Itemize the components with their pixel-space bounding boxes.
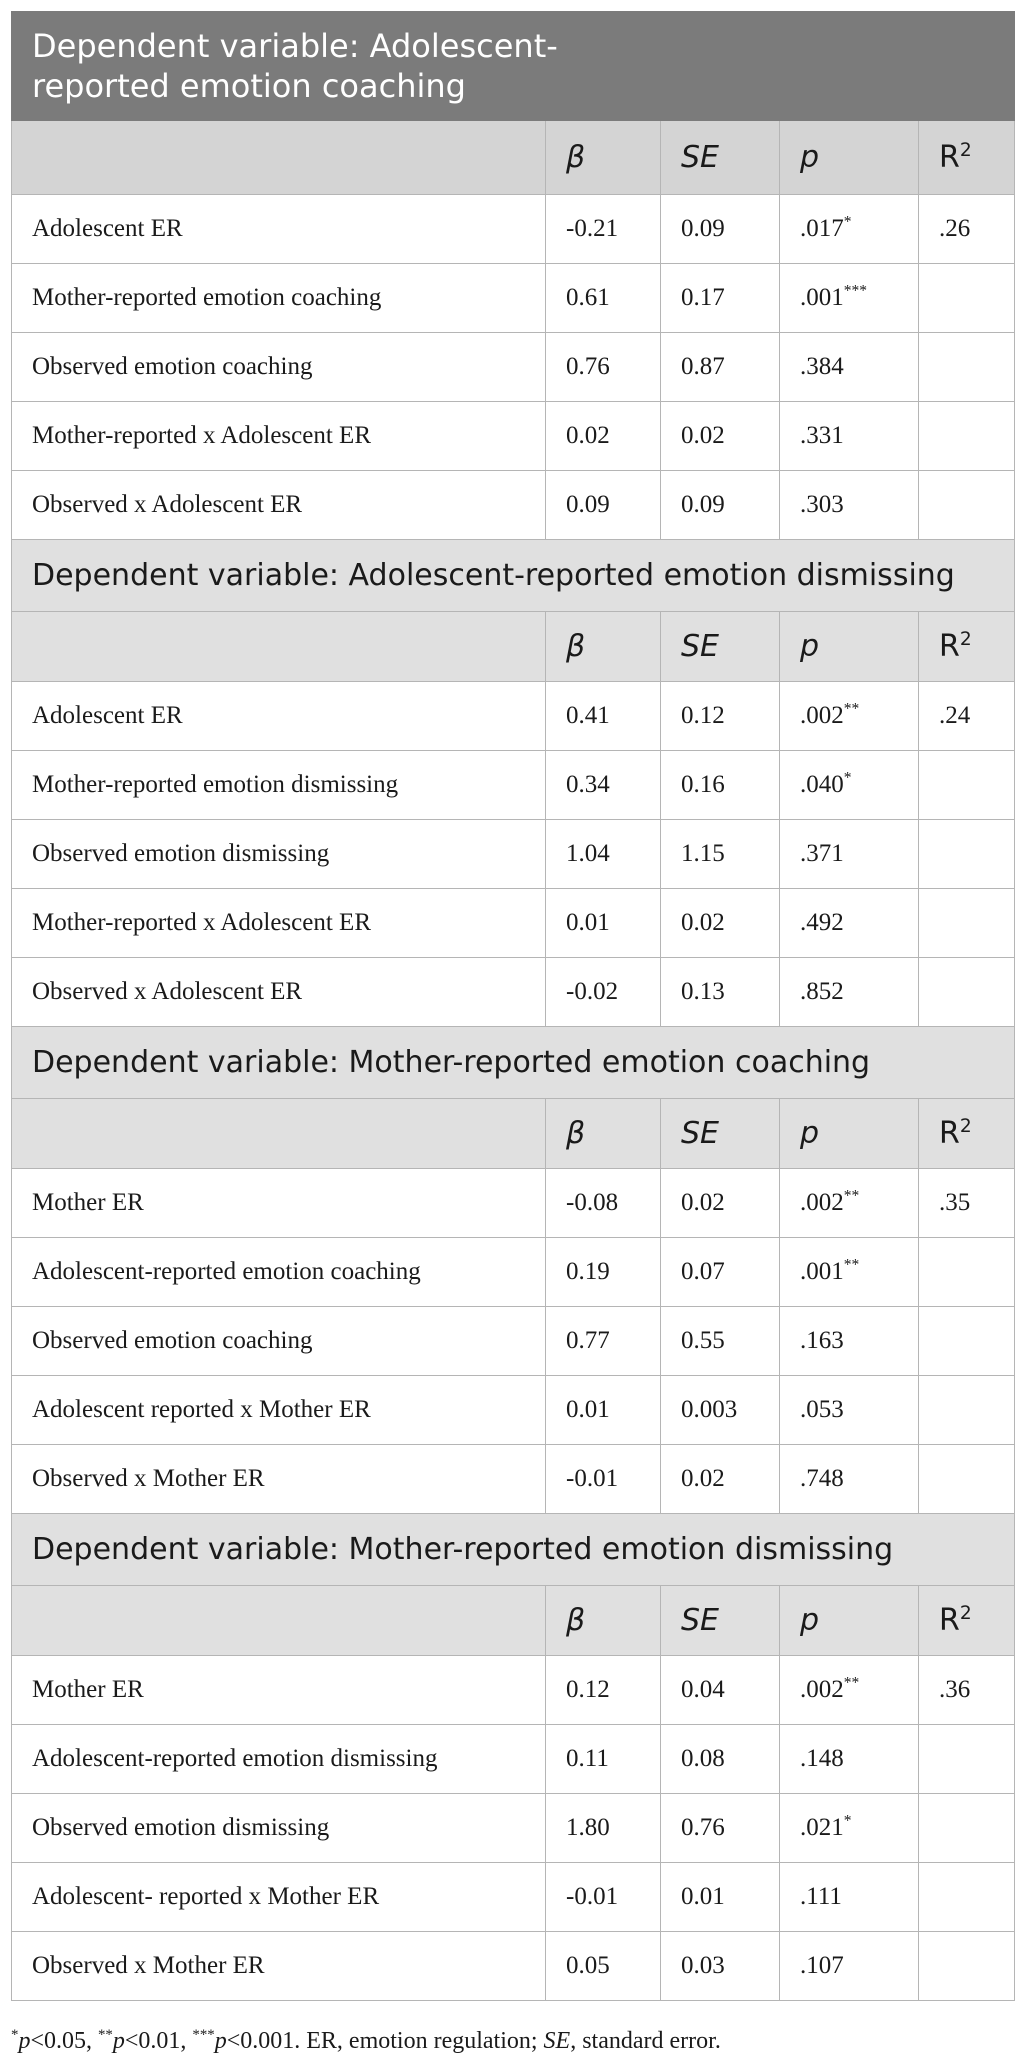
se-value: 0.17 bbox=[661, 264, 780, 333]
se-value: 0.16 bbox=[661, 751, 780, 820]
p-value-cell bbox=[780, 958, 919, 1027]
header-r2-base: R bbox=[939, 1116, 960, 1151]
beta-value: 0.76 bbox=[546, 333, 661, 402]
r2-value bbox=[919, 1307, 1015, 1376]
header-beta: β bbox=[546, 1586, 661, 1656]
row-label: Adolescent-reported emotion coaching bbox=[12, 1238, 546, 1307]
header-beta: β bbox=[546, 1099, 661, 1169]
r2-value bbox=[919, 1932, 1015, 2001]
table-row bbox=[12, 471, 1015, 540]
r2-value: .26 bbox=[919, 195, 1015, 264]
p-value: .017 bbox=[800, 215, 844, 242]
column-header-row bbox=[12, 1586, 1015, 1656]
row-label: Adolescent- reported x Mother ER bbox=[12, 1863, 546, 1932]
r2-value bbox=[919, 1238, 1015, 1307]
footnote-text-3: <0.001. ER, emotion regulation; bbox=[226, 2028, 544, 2054]
table-row bbox=[12, 1238, 1015, 1307]
r2-value bbox=[919, 1725, 1015, 1794]
header-r2-sup: 2 bbox=[959, 140, 972, 161]
p-value: .107 bbox=[800, 1952, 844, 1979]
header-r2-sup: 2 bbox=[959, 629, 972, 650]
table-row bbox=[12, 1307, 1015, 1376]
footnote-text-1: <0.05, bbox=[30, 2028, 98, 2054]
beta-value: 0.11 bbox=[546, 1725, 661, 1794]
beta-value: 0.01 bbox=[546, 1376, 661, 1445]
se-value: 0.07 bbox=[661, 1238, 780, 1307]
r2-value bbox=[919, 1445, 1015, 1514]
row-label: Observed x Adolescent ER bbox=[12, 958, 546, 1027]
se-value: 0.09 bbox=[661, 195, 780, 264]
beta-value: 0.05 bbox=[546, 1932, 661, 2001]
r2-value: .36 bbox=[919, 1656, 1015, 1725]
beta-value: 0.41 bbox=[546, 682, 661, 751]
p-value: .148 bbox=[800, 1745, 844, 1772]
row-label: Mother-reported emotion dismissing bbox=[12, 751, 546, 820]
se-value: 0.02 bbox=[661, 1169, 780, 1238]
p-value: .111 bbox=[800, 1883, 842, 1910]
p-value-cell bbox=[780, 1863, 919, 1932]
beta-value: 0.34 bbox=[546, 751, 661, 820]
table-row bbox=[12, 682, 1015, 751]
r2-value bbox=[919, 1863, 1015, 1932]
se-value: 0.76 bbox=[661, 1794, 780, 1863]
table-row bbox=[12, 264, 1015, 333]
row-label: Observed emotion coaching bbox=[12, 1307, 546, 1376]
p-value-cell bbox=[780, 751, 919, 820]
table-row bbox=[12, 751, 1015, 820]
p-value-cell bbox=[780, 264, 919, 333]
significance-stars: ** bbox=[843, 1674, 860, 1692]
p-value: .001 bbox=[800, 284, 844, 311]
p-value: .021 bbox=[800, 1814, 844, 1841]
header-blank-cell bbox=[12, 612, 546, 682]
section-title: Dependent variable: Adolescent-reported emotion dismissing bbox=[12, 540, 1015, 612]
p-value: .002 bbox=[800, 1676, 844, 1703]
se-value: 0.03 bbox=[661, 1932, 780, 2001]
se-value: 0.12 bbox=[661, 682, 780, 751]
se-value: 0.02 bbox=[661, 889, 780, 958]
table-row bbox=[12, 889, 1015, 958]
p-value-cell bbox=[780, 1656, 919, 1725]
p-value-cell bbox=[780, 1307, 919, 1376]
row-label: Observed emotion dismissing bbox=[12, 820, 546, 889]
beta-value: -0.01 bbox=[546, 1863, 661, 1932]
beta-value: -0.02 bbox=[546, 958, 661, 1027]
header-beta: β bbox=[546, 612, 661, 682]
significance-stars: *** bbox=[843, 282, 867, 300]
footnote-text-4: , standard error. bbox=[570, 2028, 721, 2054]
r2-value bbox=[919, 751, 1015, 820]
p-value-cell bbox=[780, 1725, 919, 1794]
header-r2-base: R bbox=[939, 1603, 960, 1638]
p-value-cell bbox=[780, 1238, 919, 1307]
table-row bbox=[12, 1169, 1015, 1238]
p-value: .002 bbox=[800, 1189, 844, 1216]
header-p: p bbox=[780, 1586, 919, 1656]
footnote-star-1: * bbox=[11, 2027, 19, 2043]
table-row bbox=[12, 1932, 1015, 2001]
se-value: 1.15 bbox=[661, 820, 780, 889]
r2-value: .24 bbox=[919, 682, 1015, 751]
header-r2 bbox=[919, 121, 1015, 195]
row-label: Mother-reported x Adolescent ER bbox=[12, 889, 546, 958]
header-se: SE bbox=[661, 1586, 780, 1656]
row-label: Mother-reported emotion coaching bbox=[12, 264, 546, 333]
significance-stars: * bbox=[843, 769, 852, 787]
table-row bbox=[12, 1863, 1015, 1932]
r2-value bbox=[919, 264, 1015, 333]
table-row bbox=[12, 820, 1015, 889]
p-value-cell bbox=[780, 333, 919, 402]
se-value: 0.13 bbox=[661, 958, 780, 1027]
beta-value: 0.19 bbox=[546, 1238, 661, 1307]
row-label: Observed x Mother ER bbox=[12, 1932, 546, 2001]
header-se: SE bbox=[661, 1099, 780, 1169]
p-value: .852 bbox=[800, 978, 844, 1005]
p-value: .492 bbox=[800, 909, 844, 936]
regression-table bbox=[11, 11, 1015, 2001]
significance-stars: ** bbox=[843, 700, 860, 718]
table-row bbox=[12, 1376, 1015, 1445]
p-value-cell bbox=[780, 402, 919, 471]
section-title: Dependent variable: Adolescent-reported emotion coaching bbox=[12, 12, 1015, 121]
row-label: Observed x Adolescent ER bbox=[12, 471, 546, 540]
section-title-row bbox=[12, 1027, 1015, 1099]
row-label: Adolescent ER bbox=[12, 195, 546, 264]
beta-value: 0.01 bbox=[546, 889, 661, 958]
header-blank-cell bbox=[12, 1099, 546, 1169]
beta-value: 0.61 bbox=[546, 264, 661, 333]
footnote-p-3: p bbox=[214, 2028, 227, 2054]
footnote-star-2: ** bbox=[97, 2027, 113, 2043]
table-footnote bbox=[11, 2028, 1014, 2055]
section-title: Dependent variable: Mother-reported emotion dismissing bbox=[12, 1514, 1015, 1586]
p-value: .748 bbox=[800, 1465, 844, 1492]
header-r2-sup: 2 bbox=[959, 1116, 972, 1137]
r2-value: .35 bbox=[919, 1169, 1015, 1238]
row-label: Observed emotion coaching bbox=[12, 333, 546, 402]
header-se: SE bbox=[661, 612, 780, 682]
footnote-star-3: *** bbox=[192, 2027, 215, 2043]
p-value-cell bbox=[780, 682, 919, 751]
row-label: Mother ER bbox=[12, 1169, 546, 1238]
table-row bbox=[12, 1656, 1015, 1725]
r2-value bbox=[919, 1794, 1015, 1863]
p-value: .002 bbox=[800, 702, 844, 729]
p-value: .331 bbox=[800, 422, 844, 449]
p-value-cell bbox=[780, 889, 919, 958]
section-title: Dependent variable: Mother-reported emotion coaching bbox=[12, 1027, 1015, 1099]
row-label: Mother ER bbox=[12, 1656, 546, 1725]
p-value-cell bbox=[780, 195, 919, 264]
p-value: .053 bbox=[800, 1396, 844, 1423]
p-value: .040 bbox=[800, 771, 844, 798]
table-row bbox=[12, 333, 1015, 402]
row-label: Mother-reported x Adolescent ER bbox=[12, 402, 546, 471]
header-p: p bbox=[780, 1099, 919, 1169]
r2-value bbox=[919, 820, 1015, 889]
regression-table-container bbox=[11, 11, 1014, 2001]
p-value-cell bbox=[780, 1376, 919, 1445]
header-se: SE bbox=[661, 121, 780, 195]
p-value-cell bbox=[780, 1932, 919, 2001]
r2-value bbox=[919, 958, 1015, 1027]
header-blank-cell bbox=[12, 121, 546, 195]
r2-value bbox=[919, 1376, 1015, 1445]
beta-value: 0.09 bbox=[546, 471, 661, 540]
se-value: 0.09 bbox=[661, 471, 780, 540]
p-value-cell bbox=[780, 1445, 919, 1514]
r2-value bbox=[919, 471, 1015, 540]
beta-value: 1.04 bbox=[546, 820, 661, 889]
p-value: .163 bbox=[800, 1327, 844, 1354]
section-title-row bbox=[12, 1514, 1015, 1586]
table-row bbox=[12, 402, 1015, 471]
se-value: 0.55 bbox=[661, 1307, 780, 1376]
header-r2-base: R bbox=[939, 629, 960, 664]
header-r2-sup: 2 bbox=[959, 1603, 972, 1624]
table-row bbox=[12, 1445, 1015, 1514]
beta-value: 1.80 bbox=[546, 1794, 661, 1863]
p-value-cell bbox=[780, 820, 919, 889]
p-value: .384 bbox=[800, 353, 844, 380]
footnote-p-1: p bbox=[18, 2028, 31, 2054]
row-label: Adolescent-reported emotion dismissing bbox=[12, 1725, 546, 1794]
row-label: Adolescent reported x Mother ER bbox=[12, 1376, 546, 1445]
row-label: Observed emotion dismissing bbox=[12, 1794, 546, 1863]
beta-value: 0.77 bbox=[546, 1307, 661, 1376]
se-value: 0.02 bbox=[661, 1445, 780, 1514]
header-beta: β bbox=[546, 121, 661, 195]
header-r2 bbox=[919, 1586, 1015, 1656]
r2-value bbox=[919, 333, 1015, 402]
section-title-row bbox=[12, 12, 1015, 121]
beta-value: -0.08 bbox=[546, 1169, 661, 1238]
table-row bbox=[12, 1794, 1015, 1863]
row-label: Observed x Mother ER bbox=[12, 1445, 546, 1514]
table-row bbox=[12, 958, 1015, 1027]
se-value: 0.08 bbox=[661, 1725, 780, 1794]
footnote-text-2: <0.01, bbox=[124, 2028, 193, 2054]
header-r2 bbox=[919, 1099, 1015, 1169]
beta-value: -0.21 bbox=[546, 195, 661, 264]
header-blank-cell bbox=[12, 1586, 546, 1656]
header-r2-base: R bbox=[939, 140, 960, 175]
significance-stars: ** bbox=[843, 1256, 860, 1274]
column-header-row bbox=[12, 1099, 1015, 1169]
r2-value bbox=[919, 889, 1015, 958]
significance-stars: * bbox=[843, 213, 852, 231]
header-r2 bbox=[919, 612, 1015, 682]
se-value: 0.01 bbox=[661, 1863, 780, 1932]
significance-stars: * bbox=[843, 1812, 852, 1830]
se-value: 0.04 bbox=[661, 1656, 780, 1725]
row-label: Adolescent ER bbox=[12, 682, 546, 751]
se-value: 0.02 bbox=[661, 402, 780, 471]
r2-value bbox=[919, 402, 1015, 471]
se-value: 0.87 bbox=[661, 333, 780, 402]
footnote-se: SE bbox=[543, 2028, 571, 2054]
header-p: p bbox=[780, 612, 919, 682]
beta-value: -0.01 bbox=[546, 1445, 661, 1514]
p-value: .371 bbox=[800, 840, 844, 867]
section-title-row bbox=[12, 540, 1015, 612]
footnote-p-2: p bbox=[112, 2028, 125, 2054]
column-header-row bbox=[12, 121, 1015, 195]
beta-value: 0.02 bbox=[546, 402, 661, 471]
p-value: .303 bbox=[800, 491, 844, 518]
column-header-row bbox=[12, 612, 1015, 682]
p-value: .001 bbox=[800, 1258, 844, 1285]
p-value-cell bbox=[780, 1169, 919, 1238]
table-row bbox=[12, 195, 1015, 264]
table-row bbox=[12, 1725, 1015, 1794]
se-value: 0.003 bbox=[661, 1376, 780, 1445]
beta-value: 0.12 bbox=[546, 1656, 661, 1725]
p-value-cell bbox=[780, 1794, 919, 1863]
significance-stars: ** bbox=[843, 1187, 860, 1205]
p-value-cell bbox=[780, 471, 919, 540]
header-p: p bbox=[780, 121, 919, 195]
